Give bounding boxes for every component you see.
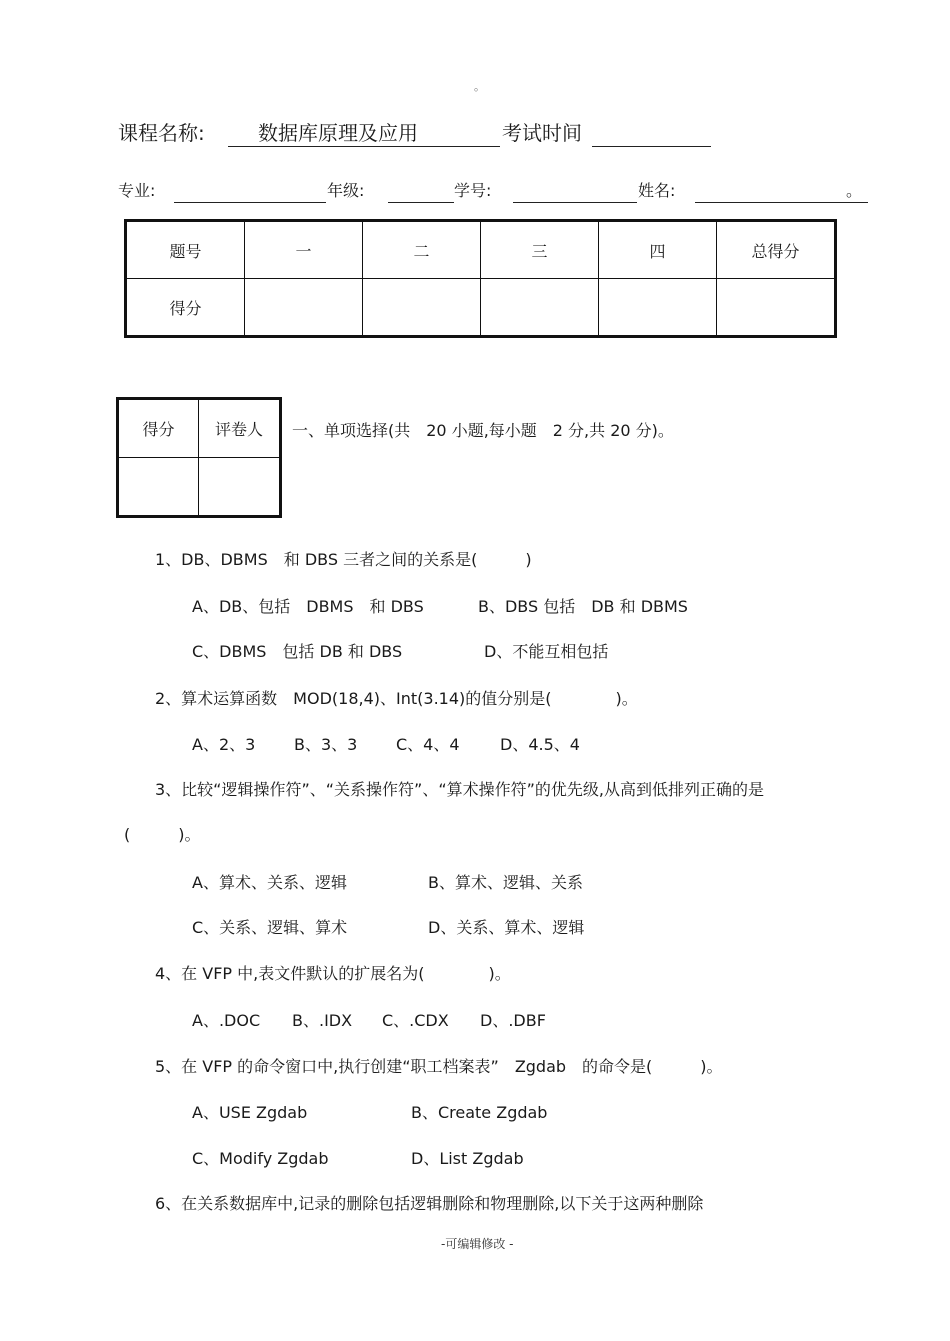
question-5-option-c: C、Modify Zgdab <box>192 1149 329 1168</box>
score-table-header-cell: 二 <box>363 221 481 279</box>
question-5-stem: 5、在 VFP 的命令窗口中,执行创建“职工档案表” Zgdab 的命令是( )。 <box>155 1057 723 1076</box>
score-cell <box>481 279 599 337</box>
student-info-line <box>118 178 878 204</box>
student-id-field <box>513 178 637 203</box>
question-4-option-b: B、.IDX <box>292 1011 353 1030</box>
section-title: 一、单项选择(共 20 小题,每小题 2 分,共 20 分)。 <box>292 421 674 440</box>
question-3-option-a: A、算术、关系、逻辑 <box>192 873 347 892</box>
question-4-stem: 4、在 VFP 中,表文件默认的扩展名为( )。 <box>155 964 511 983</box>
question-1-option-d: D、不能互相包括 <box>484 642 609 661</box>
grader-name-label: 评卷人 <box>199 399 281 458</box>
course-line <box>118 118 738 148</box>
score-cell <box>363 279 481 337</box>
major-field <box>174 178 326 203</box>
top-mark: 。 <box>474 80 485 93</box>
question-4-option-c: C、.CDX <box>382 1011 449 1030</box>
exam-time-label: 考试时间 <box>502 121 582 145</box>
question-3-option-d: D、关系、算术、逻辑 <box>428 918 585 937</box>
question-2-option-a: A、2、3 <box>192 735 256 754</box>
course-name-value: 数据库原理及应用 <box>258 121 418 145</box>
question-2-option-b: B、3、3 <box>294 735 358 754</box>
score-cell <box>245 279 363 337</box>
score-table-header-row <box>126 221 836 279</box>
question-6-stem: 6、在关系数据库中,记录的删除包括逻辑删除和物理删除,以下关于这两种删除 <box>155 1194 704 1213</box>
question-5-option-a: A、USE Zgdab <box>192 1103 308 1122</box>
name-label: 姓名: <box>638 181 676 200</box>
score-table-header-cell: 题号 <box>126 221 245 279</box>
question-4-option-a: A、.DOC <box>192 1011 261 1030</box>
question-3-option-b: B、算术、逻辑、关系 <box>428 873 583 892</box>
grader-name-cell <box>199 458 281 517</box>
course-label: 课程名称: <box>118 121 205 145</box>
exam-time-field <box>592 118 711 147</box>
question-1-option-b: B、DBS 包括 DB 和 DBMS <box>478 597 688 616</box>
score-cell <box>717 279 836 337</box>
major-label: 专业: <box>118 181 156 200</box>
name-field <box>695 178 868 203</box>
question-3-stem-continued: ( )。 <box>124 825 201 844</box>
question-1-option-c: C、DBMS 包括 DB 和 DBS <box>192 642 403 661</box>
question-2-stem: 2、算术运算函数 MOD(18,4)、Int(3.14)的值分别是( )。 <box>155 689 638 708</box>
page-footer: -可编辑修改 - <box>441 1237 514 1251</box>
question-1-stem: 1、DB、DBMS 和 DBS 三者之间的关系是( ) <box>155 550 532 569</box>
question-3-stem: 3、比较“逻辑操作符”、“关系操作符”、“算术操作符”的优先级,从高到低排列正确的是 <box>155 780 765 799</box>
score-table <box>124 219 837 338</box>
score-table-header-cell: 总得分 <box>717 221 836 279</box>
name-end-mark: 。 <box>846 181 863 200</box>
grade-field <box>388 178 454 203</box>
grader-score-label: 得分 <box>118 399 199 458</box>
question-2-option-c: C、4、4 <box>396 735 460 754</box>
score-table-score-row <box>126 279 836 337</box>
question-5-option-d: D、List Zgdab <box>411 1149 524 1168</box>
score-cell <box>599 279 717 337</box>
question-4-option-d: D、.DBF <box>480 1011 546 1030</box>
grader-box <box>116 397 282 518</box>
student-id-label: 学号: <box>454 181 492 200</box>
grade-label: 年级: <box>327 181 365 200</box>
question-1-option-a: A、DB、包括 DBMS 和 DBS <box>192 597 424 616</box>
course-name-field <box>228 118 500 147</box>
score-table-header-cell: 四 <box>599 221 717 279</box>
question-5-option-b: B、Create Zgdab <box>411 1103 548 1122</box>
question-3-option-c: C、关系、逻辑、算术 <box>192 918 348 937</box>
grader-score-cell <box>118 458 199 517</box>
score-table-header-cell: 一 <box>245 221 363 279</box>
score-row-label: 得分 <box>126 279 245 337</box>
score-table-header-cell: 三 <box>481 221 599 279</box>
question-2-option-d: D、4.5、4 <box>500 735 580 754</box>
